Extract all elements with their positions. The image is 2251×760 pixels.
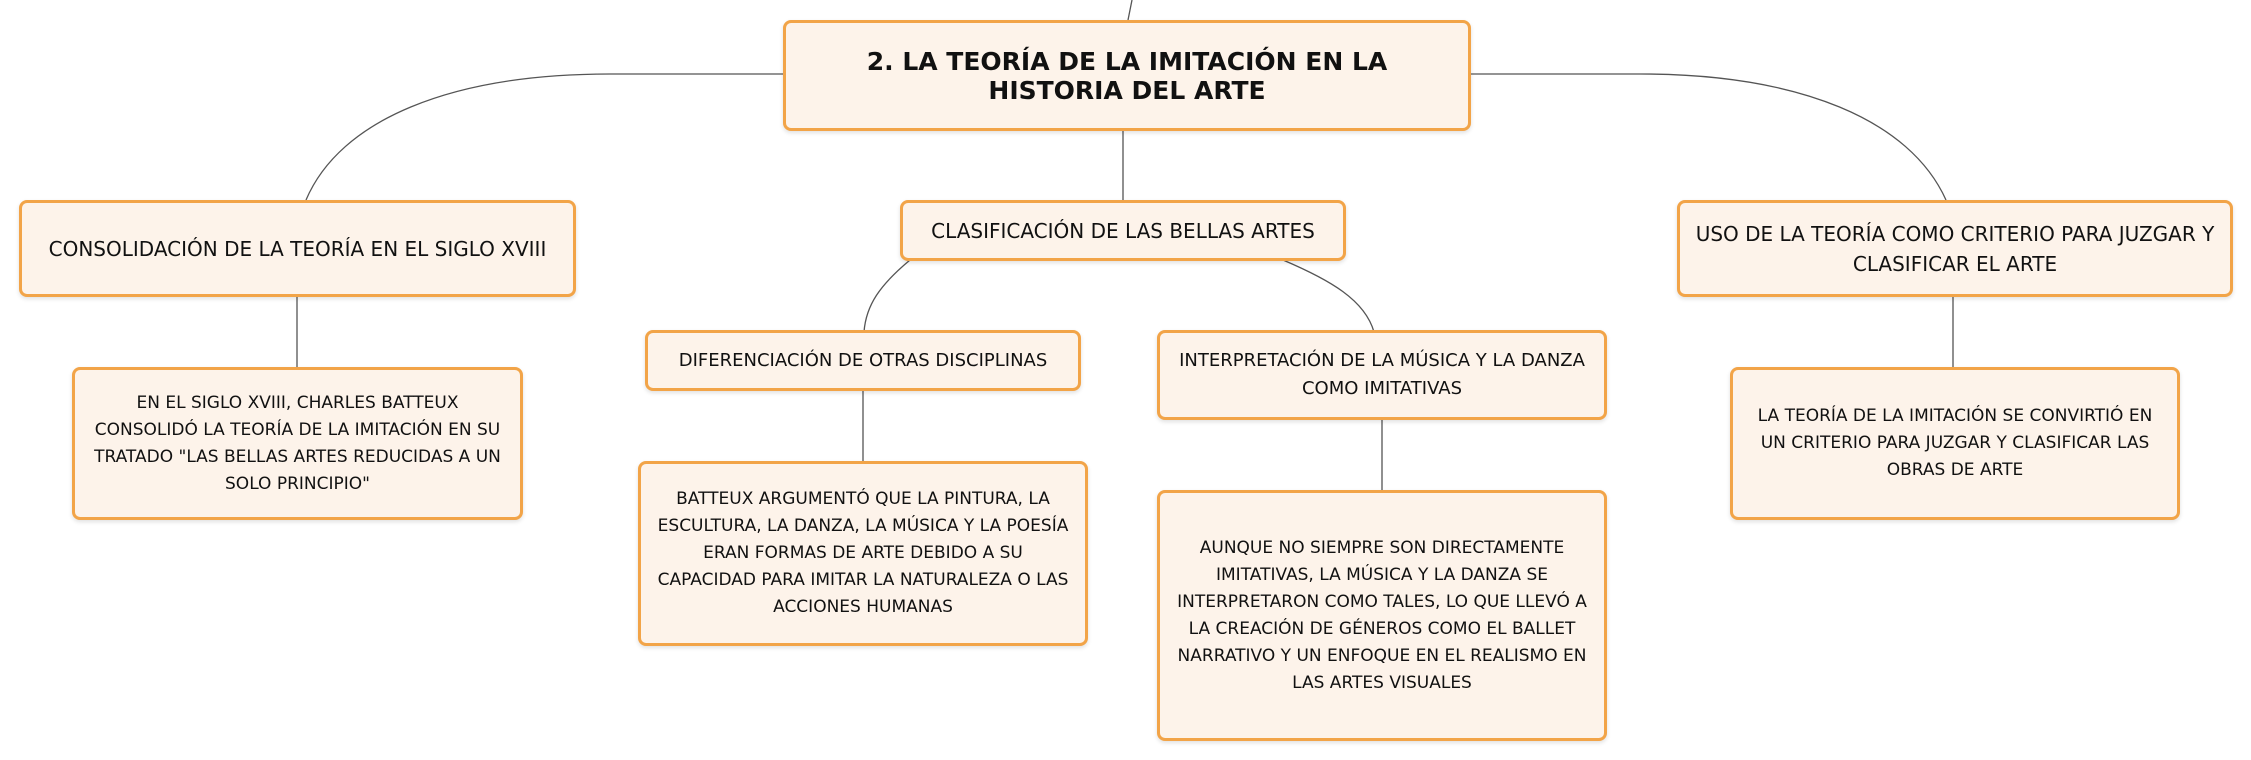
- root-topic-title: 2. LA TEORÍA DE LA IMITACIÓN EN LA HISTORIA DEL ARTE: [866, 46, 1388, 105]
- connector-root-consolidacion: [306, 74, 785, 200]
- topic-clasificacion[interactable]: [900, 200, 1346, 261]
- topic-consolidacion-title: CONSOLIDACIÓN DE LA TEORÍA EN EL SIGLO XVIII: [48, 236, 547, 261]
- subtopic-diferenciacion-title: DIFERENCIACIÓN DE OTRAS DISCIPLINAS: [678, 349, 1048, 371]
- connector-top-offscreen: [1128, 0, 1132, 20]
- subtopic-interpretacion-title: INTERPRETACIÓN DE LA MÚSICA Y LA DANZA COMO IMITATIVAS: [1179, 350, 1585, 399]
- topic-consolidacion[interactable]: [19, 200, 576, 297]
- topic-uso[interactable]: [1677, 200, 2233, 297]
- subtopic-diferenciacion[interactable]: [645, 330, 1081, 391]
- topic-uso-title: USO DE LA TEORÍA COMO CRITERIO PARA JUZGAR Y CLASIFICAR EL ARTE: [1695, 221, 2215, 276]
- subtopic-interpretacion[interactable]: [1157, 330, 1607, 420]
- connector-clasificacion-interpretacion: [1283, 260, 1374, 332]
- detail-uso-text: LA TEORÍA DE LA IMITACIÓN SE CONVIRTIÓ EN UN CRITERIO PARA JUZGAR Y CLASIFICAR LAS OBRAS DE ARTE: [1757, 406, 2153, 480]
- detail-interpretacion-text: AUNQUE NO SIEMPRE SON DIRECTAMENTE IMITATIVAS, LA MÚSICA Y LA DANZA SE INTERPRETARON COMO TALES, LO QUE LLEVÓ A LA CREACIÓN DE GÉNEROS COMO EL BALLET NARRATIVO Y UN ENFOQUE EN EL REALISMO EN LAS ARTES VISUALES: [1177, 537, 1587, 693]
- root-topic-node[interactable]: [783, 20, 1471, 131]
- detail-uso[interactable]: [1730, 367, 2180, 520]
- detail-consolidacion[interactable]: [72, 367, 523, 520]
- detail-interpretacion[interactable]: [1157, 490, 1607, 741]
- topic-clasificacion-title: CLASIFICACIÓN DE LAS BELLAS ARTES: [931, 218, 1315, 243]
- connector-root-uso: [1470, 74, 1946, 200]
- connector-clasificacion-diferenciacion: [864, 260, 910, 332]
- detail-consolidacion-text: EN EL SIGLO XVIII, CHARLES BATTEUX CONSOLIDÓ LA TEORÍA DE LA IMITACIÓN EN SU TRATADO "LAS BELLAS ARTES REDUCIDAS A UN SOLO PRINCIPIO": [94, 392, 501, 494]
- detail-diferenciacion[interactable]: [638, 461, 1088, 646]
- detail-diferenciacion-text: BATTEUX ARGUMENTÓ QUE LA PINTURA, LA ESCULTURA, LA DANZA, LA MÚSICA Y LA POESÍA ERAN FORMAS DE ARTE DEBIDO A SU CAPACIDAD PARA IMITAR LA NATURALEZA O LAS ACCIONES HUMANAS: [657, 489, 1069, 617]
